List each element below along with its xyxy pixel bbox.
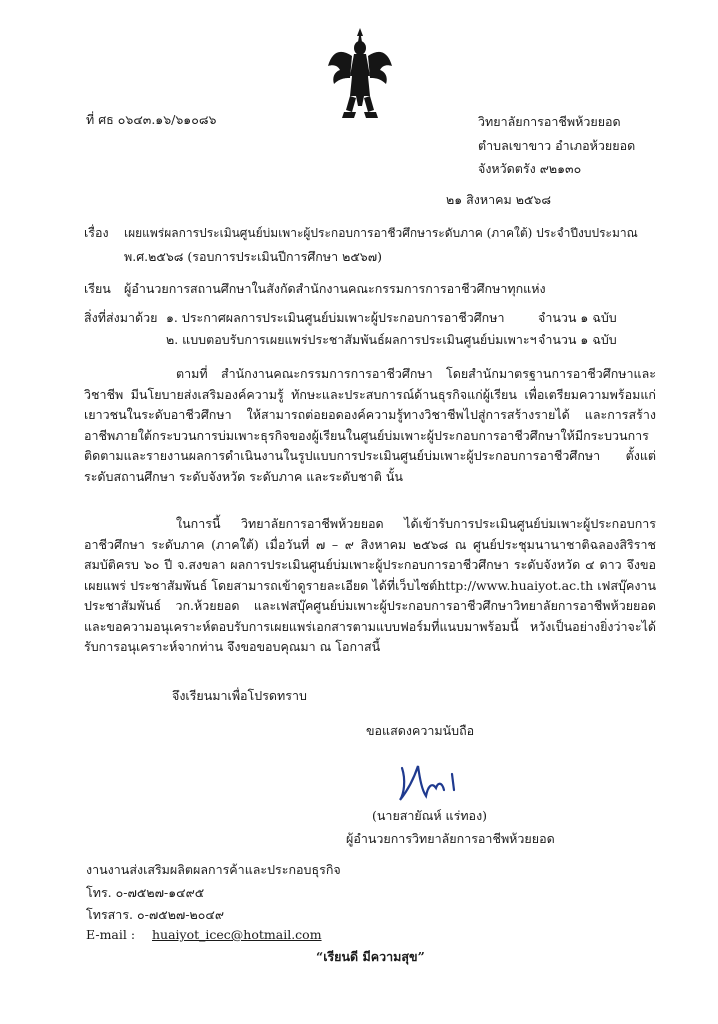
garuda-emblem-icon xyxy=(326,26,394,122)
footer-email-link[interactable]: huaiyot_icec@hotmail.com xyxy=(152,927,322,942)
letter-date: ๒๑ สิงหาคม ๒๕๖๘ xyxy=(446,192,551,207)
closing-request: จึงเรียนมาเพื่อโปรดทราบ xyxy=(172,688,307,703)
subject-label: เรื่อง xyxy=(84,225,109,240)
recipient-text: ผู้อำนวยการสถานศึกษาในสังกัดสำนักงานคณะกรรมการการอาชีวศึกษาทุกแห่ง xyxy=(124,281,546,296)
document-number: ที่ ศธ ๐๖๔๓.๑๖/๖๑๐๘๖ xyxy=(86,112,217,127)
footer-fax: โทรสาร. ๐-๗๕๒๗-๒๐๔๙ xyxy=(86,907,225,922)
sender-name: วิทยาลัยการอาชีพห้วยยอด xyxy=(478,114,621,129)
sender-province: จังหวัดตรัง ๙๒๑๓๐ xyxy=(478,161,582,176)
enclosure-qty-1: จำนวน ๑ ฉบับ xyxy=(538,310,617,325)
enclosure-qty-2: จำนวน ๑ ฉบับ xyxy=(538,332,617,347)
subject-line-1: เผยแพร่ผลการประเมินศูนย์บ่มเพาะผู้ประกอบการอาชีวศึกษาระดับภาค (ภาคใต้) ประจำปีงบประมาณ xyxy=(124,226,638,240)
footer-telephone: โทร. ๐-๗๕๒๗-๑๔๙๕ xyxy=(86,885,205,900)
footer-department: งานงานส่งเสริมผลิตผลการค้าและประกอบธุรกิจ xyxy=(86,862,341,877)
footer-email-label: E-mail : xyxy=(86,927,136,942)
enclosure-item-1: ๑. ประกาศผลการประเมินศูนย์บ่มเพาะผู้ประกอบการอาชีวศึกษา xyxy=(166,310,505,325)
sender-subdistrict: ตำบลเขาขาว อำเภอห้วยยอด xyxy=(478,138,636,153)
closing-salutation: ขอแสดงความนับถือ xyxy=(366,723,475,738)
body-paragraph-1: ตามที่ สำนักงานคณะกรรมการการอาชีวศึกษา โดยสำนักมาตรฐานการอาชีวศึกษาและวิชาชีพ มีนโยบายส่งเสริมองค์ความรู้ ทักษะและประสบการณ์ด้านธุรกิจแก่ผู้เรียน เพื่อเตรียมความพร้อมแก่เยาวชนในระดับอาชีวศึกษา ให้สามารถต่อยอดองค์ความรู้ทางวิชาชีพไปสู่การสร้างรายได้ และการสร้างอาชีพภายใต้กระบวนการบ่มเพาะธุรกิจของผู้เรียนในศูนย์บ่มเพาะผู้ประกอบการอาชีวศึกษาให้มีกระบวนการติดตามและรายงานผลการดำเนินงานในรูปแบบการประเมินศูนย์บ่มเพาะผู้ประกอบการอาชีวศึกษา ตั้งแต่ระดับสถานศึกษา ระดับจังหวัด ระดับภาค และระดับชาติ นั้น xyxy=(84,366,656,484)
recipient-label: เรียน xyxy=(84,281,111,296)
signature-icon xyxy=(392,760,470,804)
signer-title: ผู้อำนวยการวิทยาลัยการอาชีพห้วยยอด xyxy=(346,831,555,846)
footer-slogan: “เรียนดี มีความสุข” xyxy=(316,949,425,964)
body-paragraph-2: ในการนี้ วิทยาลัยการอาชีพห้วยยอด ได้เข้ารับการประเมินศูนย์บ่มเพาะผู้ประกอบการอาชีวศึกษา ระดับภาค (ภาคใต้) เมื่อวันที่ ๗ – ๙ สิงหาคม ๒๕๖๘ ณ ศูนย์ประชุมนานาชาติฉลองสิริราชสมบัติครบ ๖๐ ปี จ.สงขลา ผลการประเมินศูนย์บ่มเพาะผู้ประกอบการอาชีวศึกษา ระดับจังหวัด ๔ ดาว จึงขอเผยแพร่ ประชาสัมพันธ์ โดยสามารถเข้าดูรายละเอียด ได้ที่เว็บไซต์http://www.huaiyot.ac.th เฟสบุ๊คงานประชาสัมพันธ์ วก.ห้วยยอด และเฟสบุ๊คศูนย์บ่มเพาะผู้ประกอบการอาชีวศึกษาวิทยาลัยการอาชีพห้วยยอด และขอความอนุเคราะห์ตอบรับการเผยแพร่เอกสารตามแบบฟอร์มที่แนบมาพร้อมนี้ หวังเป็นอย่างยิ่งว่าจะได้รับการอนุเคราะห์จากท่าน จึงขอขอบคุณมา ณ โอกาสนี้ xyxy=(84,516,656,654)
signer-name: (นายสายัณห์ แร่ทอง) xyxy=(372,808,488,823)
enclosure-item-2: ๒. แบบตอบรับการเผยแพร่ประชาสัมพันธ์ผลการประเมินศูนย์บ่มเพาะฯ xyxy=(166,332,537,347)
enclosures-label: สิ่งที่ส่งมาด้วย xyxy=(84,310,158,325)
subject-line-2: พ.ศ.๒๕๖๘ (รอบการประเมินปีการศึกษา ๒๕๖๗) xyxy=(124,249,383,264)
